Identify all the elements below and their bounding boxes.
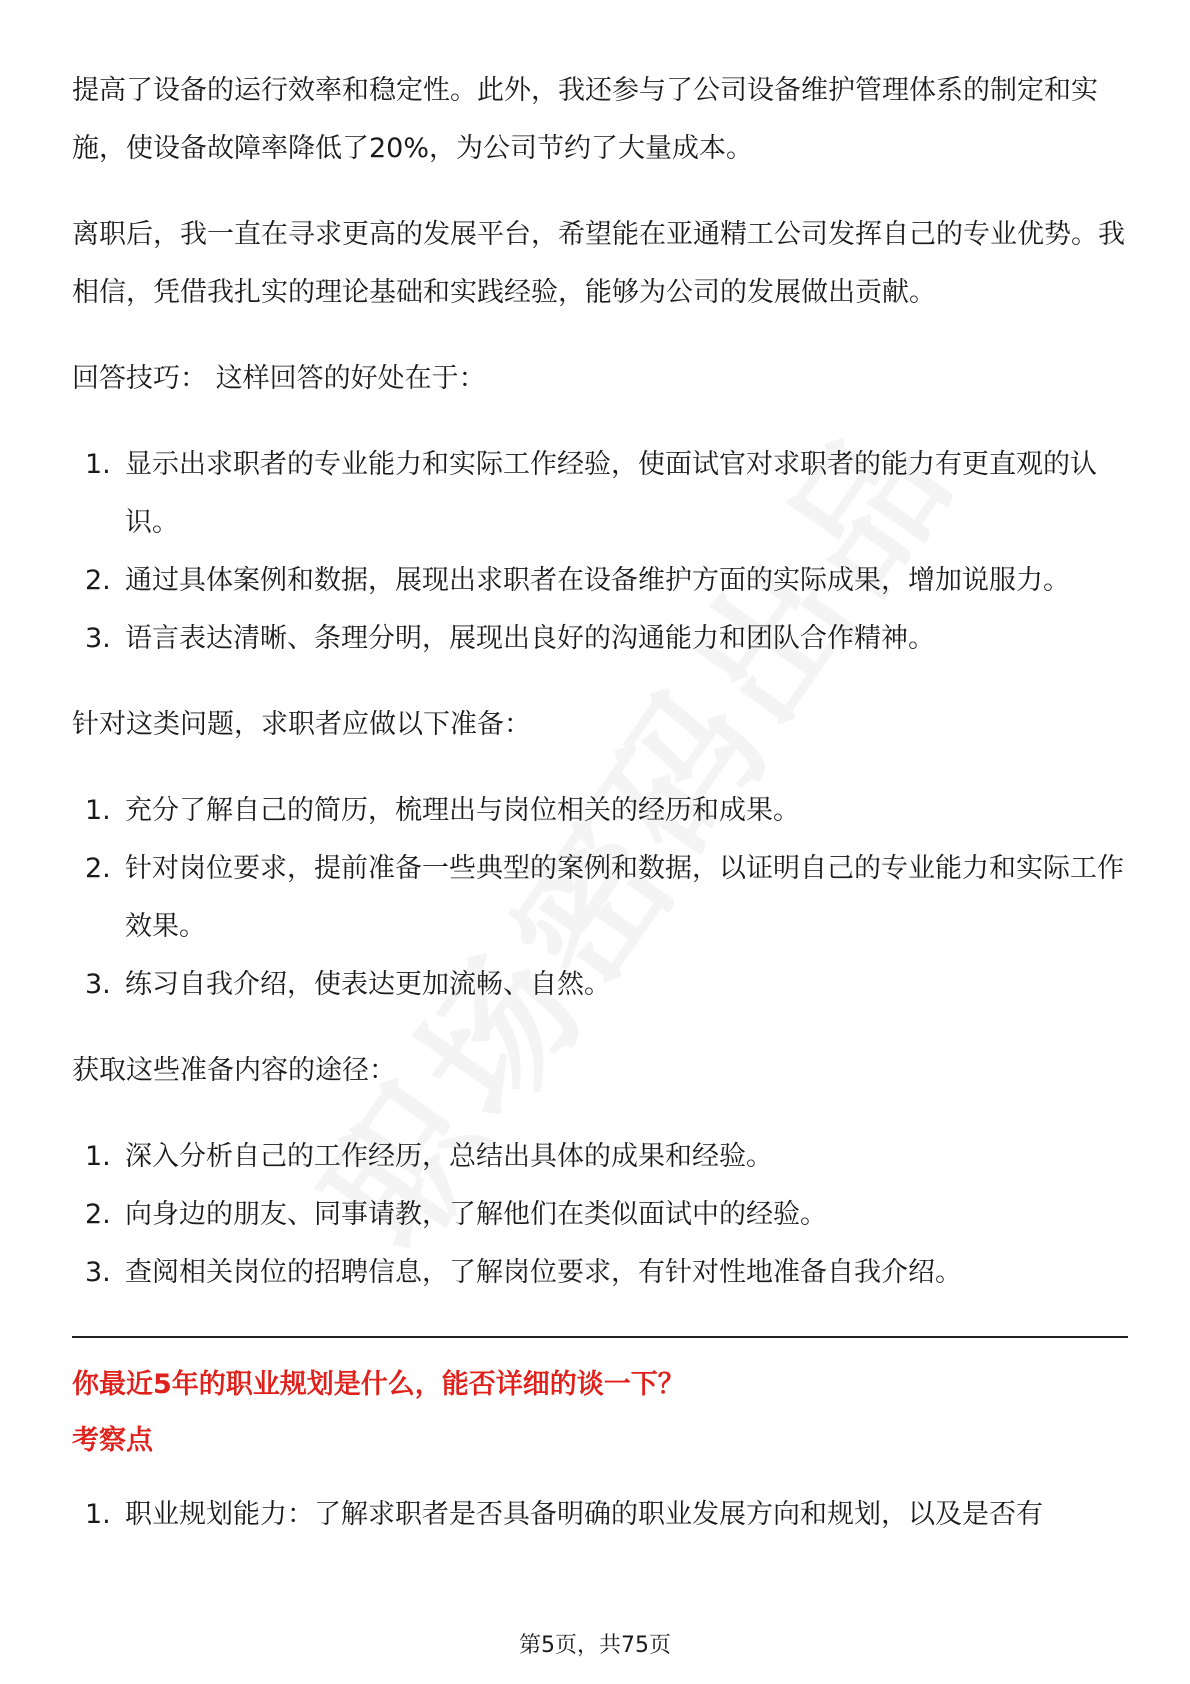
page-content <box>72 62 1128 1572</box>
list-item <box>72 610 1128 668</box>
list-text: 语言表达清晰、条理分明，展现出良好的沟通能力和团队合作精神。 <box>125 623 935 654</box>
list-item <box>72 782 1128 840</box>
list-text: 显示出求职者的专业能力和实际工作经验，使面试官对求职者的能力有更直观的认识。 <box>125 449 1097 538</box>
list-number: 1. <box>85 1499 111 1530</box>
list-item <box>72 840 1128 956</box>
list-item <box>72 956 1128 1014</box>
list-number: 1. <box>85 449 111 480</box>
list-item <box>72 436 1128 552</box>
list-text: 通过具体案例和数据，展现出求职者在设备维护方面的实际成果，增加说服力。 <box>125 565 1070 596</box>
tips-intro: 回答技巧： 这样回答的好处在于： <box>72 363 486 394</box>
prep-list <box>72 782 1128 1014</box>
paragraph-motivation: 离职后，我一直在寻求更高的发展平台，希望能在亚通精工公司发挥自己的专业优势。我相信，凭借我扎实的理论基础和实践经验，能够为公司的发展做出贡献。 <box>72 219 1125 308</box>
question-heading: 你最近5年的职业规划是什么，能否详细的谈一下？ <box>72 1369 685 1400</box>
list-number: 2. <box>85 565 111 596</box>
list-number: 3. <box>85 1257 111 1288</box>
list-number: 2. <box>85 853 111 884</box>
page-number: 第5页，共75页 <box>519 1633 671 1658</box>
list-number: 1. <box>85 795 111 826</box>
source-list <box>72 1128 1128 1302</box>
list-item <box>72 1128 1128 1186</box>
list-number: 2. <box>85 1199 111 1230</box>
section-divider <box>72 1336 1128 1338</box>
list-text: 查阅相关岗位的招聘信息，了解岗位要求，有针对性地准备自我介绍。 <box>125 1257 962 1288</box>
list-text: 针对岗位要求，提前准备一些典型的案例和数据，以证明自己的专业能力和实际工作效果。 <box>125 853 1124 942</box>
list-item <box>72 552 1128 610</box>
prep-intro: 针对这类问题，求职者应做以下准备： <box>72 709 531 740</box>
list-text: 充分了解自己的简历，梳理出与岗位相关的经历和成果。 <box>125 795 800 826</box>
list-text: 向身边的朋友、同事请教，了解他们在类似面试中的经验。 <box>125 1199 827 1230</box>
list-item <box>72 1186 1128 1244</box>
list-number: 1. <box>85 1141 111 1172</box>
list-item <box>72 1486 1128 1544</box>
source-intro: 获取这些准备内容的途径： <box>72 1055 396 1086</box>
tips-list <box>72 436 1128 668</box>
list-item <box>72 1244 1128 1302</box>
paragraph-achievements: 提高了设备的运行效率和稳定性。此外，我还参与了公司设备维护管理体系的制定和实施，使设备故障率降低了20%，为公司节约了大量成本。 <box>72 75 1098 164</box>
list-number: 3. <box>85 969 111 1000</box>
list-text: 职业规划能力：了解求职者是否具备明确的职业发展方向和规划，以及是否有 <box>125 1499 1043 1530</box>
list-text: 深入分析自己的工作经历，总结出具体的成果和经验。 <box>125 1141 773 1172</box>
assessment-list <box>72 1486 1128 1544</box>
assessment-subheading: 考察点 <box>72 1425 153 1456</box>
list-number: 3. <box>85 623 111 654</box>
list-text: 练习自我介绍，使表达更加流畅、自然。 <box>125 969 611 1000</box>
